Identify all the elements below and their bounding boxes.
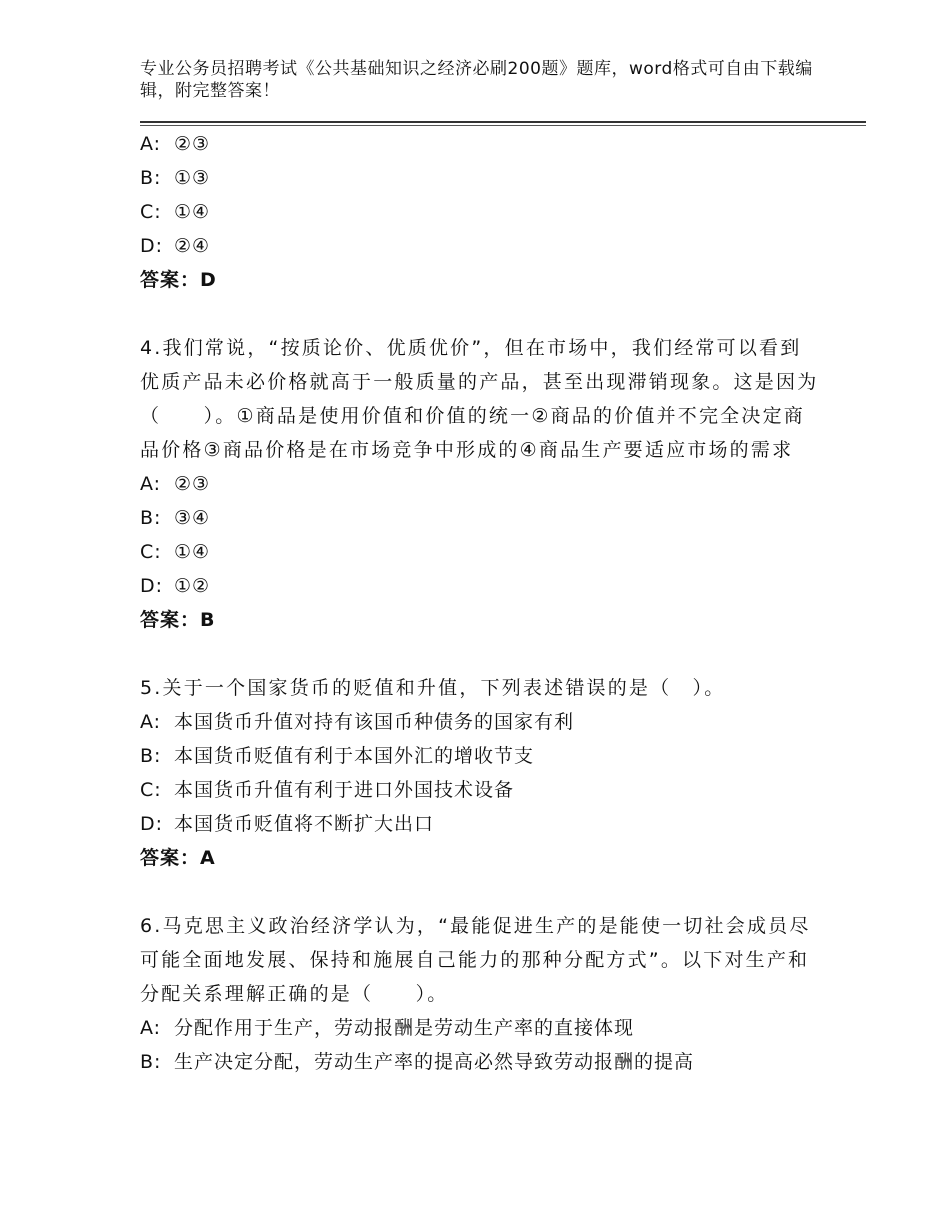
option-a bbox=[140, 467, 820, 501]
option-key: B: bbox=[140, 167, 162, 189]
answer: 答案：A bbox=[140, 847, 216, 869]
option-text: ②④ bbox=[174, 235, 211, 257]
option-key: C: bbox=[140, 201, 162, 223]
option-key: B: bbox=[140, 745, 162, 767]
option-key: D: bbox=[140, 813, 164, 835]
option-c bbox=[140, 535, 820, 569]
option-text: ①④ bbox=[174, 201, 211, 223]
spacer bbox=[140, 637, 820, 671]
option-key: C: bbox=[140, 541, 162, 563]
option-text: 分配作用于生产，劳动报酬是劳动生产率的直接体现 bbox=[174, 1017, 635, 1039]
option-key: D: bbox=[140, 575, 164, 597]
option-key: B: bbox=[140, 507, 162, 529]
spacer bbox=[140, 875, 820, 909]
question-4 bbox=[140, 331, 820, 637]
option-a bbox=[140, 1011, 820, 1045]
option-c bbox=[140, 195, 820, 229]
question-list bbox=[140, 127, 820, 1079]
answer: 答案：B bbox=[140, 609, 216, 631]
question-6 bbox=[140, 909, 820, 1079]
option-d bbox=[140, 807, 820, 841]
option-c bbox=[140, 773, 820, 807]
option-text: 本国货币升值对持有该国币种债务的国家有利 bbox=[174, 711, 575, 733]
header-divider-thin bbox=[140, 125, 866, 126]
option-text: ①③ bbox=[174, 167, 211, 189]
option-b bbox=[140, 161, 820, 195]
option-key: C: bbox=[140, 779, 162, 801]
question-3 bbox=[140, 127, 820, 297]
option-b bbox=[140, 1045, 820, 1079]
option-b bbox=[140, 739, 820, 773]
option-text: ①② bbox=[174, 575, 211, 597]
question-text: 6.马克思主义政治经济学认为，“最能促进生产的是能使一切社会成员尽可能全面地发展、保持和施展自己能力的那种分配方式”。以下对生产和分配关系理解正确的是（ ）。 bbox=[140, 915, 811, 1005]
option-b bbox=[140, 501, 820, 535]
question-text: 4.我们常说，“按质论价、优质优价”，但在市场中，我们经常可以看到优质产品未必价格就高于一般质量的产品，甚至出现滞销现象。这是因为（ ）。①商品是使用价值和价值的统一②商品的价值并不完全决定商品价格③商品价格是在市场竞争中形成的④商品生产要适应市场的需求 bbox=[140, 337, 819, 461]
option-key: B: bbox=[140, 1051, 162, 1073]
answer: 答案：D bbox=[140, 269, 217, 291]
option-a bbox=[140, 705, 820, 739]
option-key: D: bbox=[140, 235, 164, 257]
question-5 bbox=[140, 671, 820, 875]
option-key: A: bbox=[140, 133, 162, 155]
option-key: A: bbox=[140, 473, 162, 495]
option-a bbox=[140, 127, 820, 161]
option-text: ②③ bbox=[174, 473, 211, 495]
spacer bbox=[140, 297, 820, 331]
option-text: 本国货币贬值有利于本国外汇的增收节支 bbox=[174, 745, 535, 767]
option-d bbox=[140, 229, 820, 263]
option-text: 本国货币贬值将不断扩大出口 bbox=[174, 813, 435, 835]
option-text: ③④ bbox=[174, 507, 211, 529]
question-text: 5.关于一个国家货币的贬值和升值，下列表述错误的是（ ）。 bbox=[140, 677, 726, 699]
page-header: 专业公务员招聘考试《公共基础知识之经济必刷200题》题库，word格式可自由下载编辑，附完整答案！ bbox=[140, 59, 813, 101]
option-text: ①④ bbox=[174, 541, 211, 563]
option-text: 本国货币升值有利于进口外国技术设备 bbox=[174, 779, 515, 801]
option-d bbox=[140, 569, 820, 603]
option-key: A: bbox=[140, 1017, 162, 1039]
option-text: ②③ bbox=[174, 133, 211, 155]
option-key: A: bbox=[140, 711, 162, 733]
header-divider bbox=[140, 121, 866, 123]
option-text: 生产决定分配，劳动生产率的提高必然导致劳动报酬的提高 bbox=[174, 1051, 695, 1073]
